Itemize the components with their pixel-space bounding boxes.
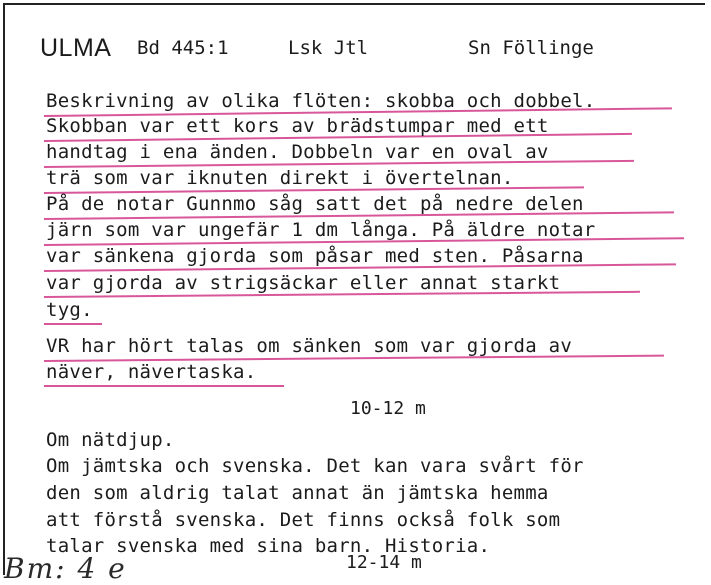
- description-line: På de notar Gunnmo såg satt det på nedre delen: [46, 193, 584, 215]
- description-line: trä som var iknuten direkt i övertelnan.: [46, 167, 514, 189]
- description-line: handtag i ena änden. Dobbeln var en oval av: [46, 141, 549, 163]
- description-line: näver, nävertaska.: [46, 361, 257, 383]
- note-line: att förstå svenska. Det finns också folk som: [46, 509, 561, 531]
- description-line: Skobban var ett kors av brädstumpar med ett: [46, 115, 549, 137]
- note-line: Om jämtska och svenska. Det kan vara svårt för: [46, 455, 584, 477]
- handwritten-note: Bm: 4 e: [4, 552, 127, 585]
- underline: [44, 385, 284, 387]
- card-header: [0, 34, 711, 64]
- note-line: Om nätdjup.: [46, 429, 175, 451]
- description-line: järn som var ungefär 1 dm långa. På äldre notar: [46, 219, 596, 241]
- reference-number: Bd 445:1: [137, 37, 229, 59]
- parish-name: Sn Föllinge: [468, 37, 594, 59]
- note-line: talar svenska med sina barn. Historia.: [46, 535, 491, 557]
- description-line: tyg.: [46, 299, 93, 321]
- depth-marker: 10-12 m: [350, 398, 426, 419]
- underline: [44, 323, 102, 325]
- description-line: var sänkena gjorda som påsar med sten. Påsarna: [46, 245, 584, 267]
- description-line: var gjorda av strigsäckar eller annat starkt: [46, 272, 561, 294]
- description-line: VR har hört talas om sänken som var gjorda av: [46, 335, 573, 357]
- recorder-code: Lsk Jtl: [288, 37, 369, 59]
- archive-label: ULMA: [40, 34, 112, 62]
- depth-marker: 12-14 m: [346, 552, 422, 573]
- note-line: den som aldrig talat annat än jämtska hemma: [46, 482, 549, 504]
- description-line: Beskrivning av olika flöten: skobba och dobbel.: [46, 90, 596, 112]
